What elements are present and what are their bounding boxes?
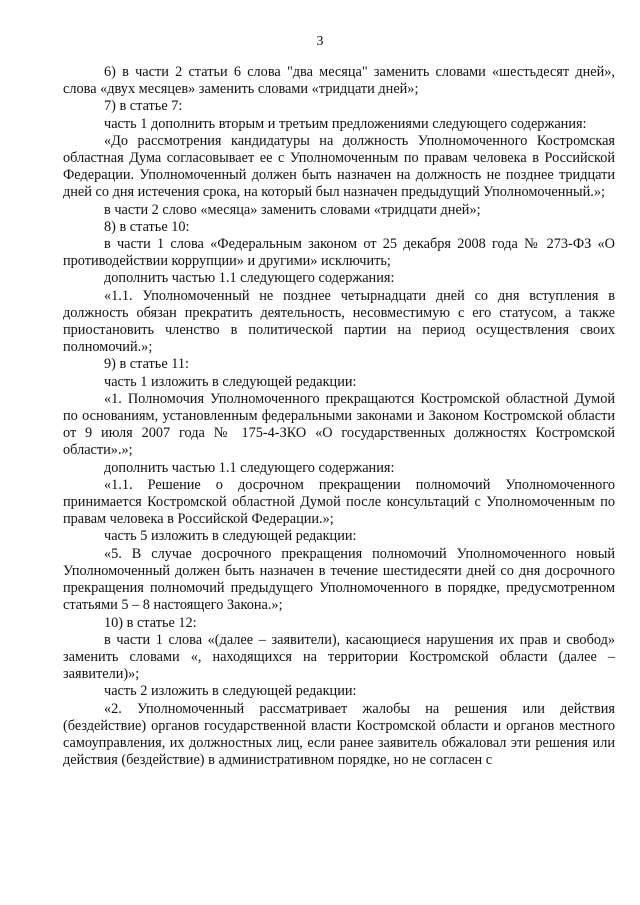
paragraph-article-7-part-1-text: «До рассмотрения кандидатуры на должность Уполномоченного Костромская областная Дума согласовывает ее с Уполномоченным по правам человека в Российской Федерации. Уполномоченный должен быть назначен на должность не позднее тридцати дней со дня истечения срока, на который был назначен предыдущий Уполномоченный.»;: [63, 132, 615, 201]
page-number: 3: [316, 34, 324, 49]
paragraph-article-10-part-1-1-intro: дополнить частью 1.1 следующего содержания:: [104, 270, 395, 287]
paragraph-article-11-part-1-text: «1. Полномочия Уполномоченного прекращаются Костромской областной Думой по основаниям, установленным федеральными законами и Законом Костромской области от 9 июля 2007 года № 175-4-ЗКО «О государственных должностях Костромской области».»;: [63, 390, 615, 459]
paragraph-article-10-part-1: в части 1 слова «Федеральным законом от 25 декабря 2008 года № 273-ФЗ «О противодействии коррупции» и другими» исключить;: [63, 236, 615, 270]
paragraph-amend-article-6: 6) в части 2 статьи 6 слова "два месяца" заменить словами «шестьдесят дней», слова «двух месяцев» заменить словами «тридцати дней»;: [63, 64, 615, 98]
paragraph-article-11-part-1-1-text: «1.1. Решение о досрочном прекращении полномочий Уполномоченного принимается Костромской областной Думой после консультаций с Уполномоченным по правам человека в Российской Федерации.»;: [63, 476, 615, 528]
paragraph-article-11-part-1-intro: часть 1 изложить в следующей редакции:: [104, 373, 357, 390]
paragraph-article-12-part-1: в части 1 слова «(далее – заявители), касающиеся нарушения их прав и свобод» заменить словами «, находящихся на территории Костромской области (далее – заявители)»;: [63, 631, 615, 683]
paragraph-article-7-part-2: в части 2 слово «месяца» заменить словами «тридцати дней»;: [104, 201, 481, 218]
paragraph-article-11-heading: 9) в статье 11:: [104, 356, 189, 373]
paragraph-article-12-part-2-text: «2. Уполномоченный рассматривает жалобы на решения или действия (бездействие) органов государственной власти Костромской области и органов местного самоуправления, их должностных лиц, если ранее заявитель обжаловал эти решения или действия (бездействие) в административном порядке, но не согласен с: [63, 700, 615, 769]
paragraph-article-7-part-1-intro: часть 1 дополнить вторым и третьим предложениями следующего содержания:: [104, 115, 587, 132]
paragraph-article-12-heading: 10) в статье 12:: [104, 614, 197, 631]
document-body: [63, 64, 615, 769]
paragraph-article-11-part-5-text: «5. В случае досрочного прекращения полномочий Уполномоченного новый Уполномоченный должен быть назначен в течение шестидесяти дней со дня досрочного прекращения полномочий предыдущего Уполномоченного в порядке, предусмотренном статьями 5 – 8 настоящего Закона.»;: [63, 545, 615, 614]
paragraph-article-12-part-2-intro: часть 2 изложить в следующей редакции:: [104, 683, 357, 700]
paragraph-article-7-heading: 7) в статье 7:: [104, 98, 183, 115]
paragraph-article-11-part-1-1-intro: дополнить частью 1.1 следующего содержания:: [104, 459, 395, 476]
paragraph-article-10-part-1-1-text: «1.1. Уполномоченный не позднее четырнадцати дней со дня вступления в должность обязан прекратить деятельность, несовместимую с его статусом, а также приостановить членство в политической партии на период осуществления своих полномочий.»;: [63, 287, 615, 356]
paragraph-article-10-heading: 8) в статье 10:: [104, 218, 190, 235]
paragraph-article-11-part-5-intro: часть 5 изложить в следующей редакции:: [104, 528, 357, 545]
